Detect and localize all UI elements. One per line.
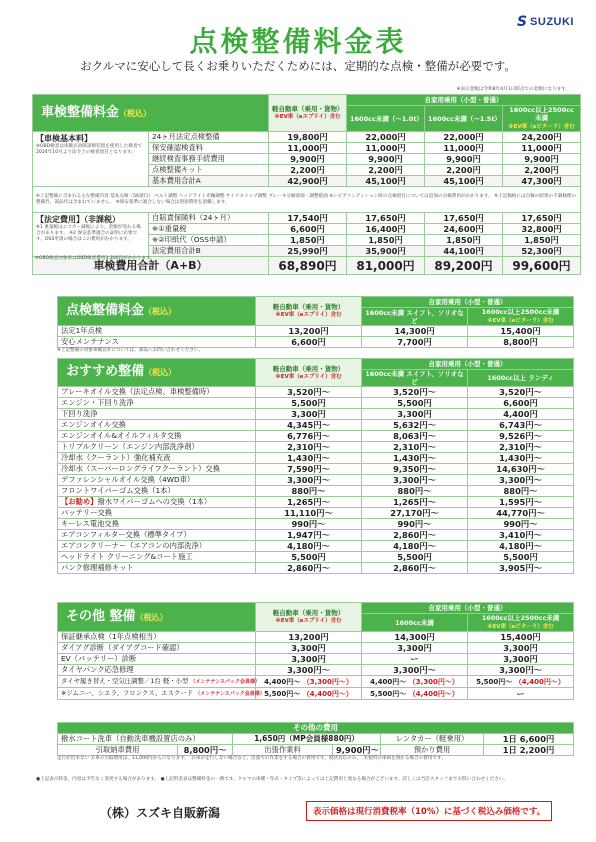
other-header: その他の費用 (58, 723, 574, 734)
osusume-section (57, 358, 573, 574)
page-subtitle: おクルマに安心して長くお乗りいただくためには、定期的な点検・整備が必要です。 (80, 59, 516, 73)
table-row: エンジン・下回り洗浄 5,500円 5,500円 6,600円 (58, 398, 574, 409)
table-row: 冷却水（クーラント）強化補充液 1,430円～ 1,430円～ 1,430円～ (58, 453, 574, 464)
tenken-table: 点検整備料金（税込） 軽自動車（乗用・貨物） ※EV車（eエブリイ）含む 自家用乗用（小型・普通） 1600cc未満 スイフト、ソリオなど 1600cc以上2500cc未満 ※EV車（eビターラ）含む 法定1年点検 13,200円 14,300円 15,400円 安心メンテナンス 6,600円 7,700円 8,800円 (57, 296, 574, 348)
table-row: ダイアグ診断（ダイアグコード確認） 3,300円 3,300円 3,300円 (58, 643, 574, 654)
table-row: 【お勧め】撥水ワイパーゴムへの交換（1本） 1,265円～ 1,265円～ 1,595円～ (58, 497, 574, 508)
page-title: 点検整備料金表 (189, 25, 407, 58)
table-row: エアコンフィルター交換（標準タイプ） 1,947円～ 2,860円～ 3,410円～ (58, 530, 574, 541)
table-row: 保証継承点検（1年点検相当） 13,200円 14,300円 15,400円 (58, 632, 574, 643)
date-note: ※表示金額は令和8年4月1日時点での金額になります。 (456, 87, 570, 92)
table-row: EV（バッテリー）診断 3,300円 ー 3,300円 (58, 654, 574, 665)
sonota-table: その他 整備（税込） 軽自動車（乗用・貨物） ※EV車（eエブリイ）含む 自家用乗用（小型・普通） 1600cc未満 1600cc以上2500cc未満 ※EV車（eビターラ）含む 保証継承点検（1年点検相当） 13,200円 14,300円 15,400円 ダイアグ診断（ダイアグコード確認） 3,300円 3,300円 3,300円 EV（バッテリー）診断 3,300円 ー 3,300円 タイヤパンク応急修理 3,300円～ 3,300円～ 3,300円～ タイヤ履き替え・空気圧調整／1台 軽・小型 （メンテナンスパック会員様） 4,400円～ （3,300円～） 4,400円～ （3,300円～） 5,500円～ （4,400円～） ※ジムニー、シエラ、フロンクス、エスクード （メンテナンスパック会員様） 5,500円～ （4,400円～） 5,500円～ （4,400円～） ー (57, 602, 574, 700)
table-row: フロントワイパーゴム交換（1本） 880円～ 880円～ 880円～ (58, 486, 574, 497)
footnote: ●上記表示料金、内容は予告なく変更する場合があります。 ●上記料金表は整備料金の一例です。クルマの車種・年式・タイプ等によっては上記費用と異なる場合がございます。詳しくは当店スタッフまでお問い合わせください。 (36, 777, 508, 782)
table-row: エアコンクリーナー（エアコンの内部洗浄） 4,180円～ 4,180円～ 4,180円～ (58, 541, 574, 552)
other-note: 走行が出来ない お車の引取費用は、11,000円からになります。 お車が走行しない場合など、出張での作業をする場合の費用です。現状対応のみ。 未使用の車両を預かる場合の費用です。 (57, 756, 446, 761)
tenken-section (57, 296, 573, 354)
sonota-section (57, 602, 573, 700)
logo-text: SUZUKI (530, 16, 574, 28)
table-row: 撥水コート洗車（自動洗車機設置店のみ） 1,650円（MP会員様880円） レンタカー（軽乗用） 1日 6,600円 (58, 734, 574, 745)
col-a: 1600cc未満（～1.0t） (347, 106, 425, 132)
table-row: デファレンシャルオイル交換（4WD車） 3,300円～ 3,300円～ 3,300円～ (58, 475, 574, 486)
tire-row: タイヤ履き替え・空気圧調整／1台 軽・小型 （メンテナンスパック会員様） 4,400円～ （3,300円～） 4,400円～ （3,300円～） 5,500円～ （4,400円～） (58, 676, 574, 688)
col-b: 1600cc未満（～1.5t） (425, 106, 503, 132)
tenken-header: 点検整備料金（税込） (58, 297, 256, 326)
table-row: ブレーキオイル交換（法定点検、車検整備時） 3,520円～ 3,520円～ 3,520円～ (58, 387, 574, 398)
shaken-total-label: ※OBD検査対象車はOBD検査費用3,300円がかかります。 車検費用合計（A+B） (33, 257, 269, 275)
table-row: キーレス電池交換 990円～ 990円～ 990円～ (58, 519, 574, 530)
table-row: エンジンオイル交換 4,345円～ 5,632円～ 6,743円～ (58, 420, 574, 431)
col-c: 1600cc以上2500cc未満 ※EV車（eビターラ）含む (503, 106, 581, 132)
table-row: トリプルクリーン（エンジン内部洗浄剤） 2,310円～ 2,310円～ 2,310円～ (58, 442, 574, 453)
suzuki-s-icon: S (516, 14, 528, 30)
table-row: 引取納車費用 8,800円～ 出張作業料 9,900円～ 預かり費用 1日 2,200円 (58, 745, 574, 756)
kit-note: ※上記整備に含まれる主な整備内容 基本点検（56項目） ベルト調整 ヘッドライト光軸調整 サイドスリップ調整 ブレーキ分解清掃・調整給油 ※シビアコンディション時の点検項目については追加の点検費用がかかります。 ※上記価格には点検の結果の不調修理の整備代、部品代は含まれていません。 ※保安基準に適合しない場合は別途費用を頂戴します。 (33, 187, 581, 213)
table-row: パンク修理補修キット 2,860円～ 2,860円～ 3,905円～ (58, 563, 574, 574)
table-row: 下回り洗浄 3,300円 3,300円 4,400円 (58, 409, 574, 420)
shaken-section (32, 94, 580, 275)
other-table (57, 722, 574, 756)
shaken-header: 車検整備料金（税込） (33, 95, 269, 132)
legal-label-cell: 【法定費用】（非課税） ※1 重量税はエコカー減税により、金額が変わる場合があります。 ※2 保安基準適合の証明に必要です。OSS申請の場合はこの費用がかかります。 (33, 213, 149, 257)
tenken-note: ※上記整備の対象車種以外については、部品へお問い合わせください。 (57, 348, 204, 353)
shaken-total-kei: 68,890円 (269, 257, 347, 275)
other-section (57, 722, 573, 762)
tax-notice: 表示価格は現行消費税率（10%）に基づく税込み価格です。 (306, 801, 552, 821)
col-kei: 軽自動車（乗用・貨物） ※EV車（eエブリイ）含む (269, 95, 347, 132)
tire-row-2: ※ジムニー、シエラ、フロンクス、エスクード （メンテナンスパック会員様） 5,500円～ （4,400円～） 5,500円～ （4,400円～） ー (58, 688, 574, 700)
table-row: バッテリー交換 11,110円～ 27,170円～ 44,770円～ (58, 508, 574, 519)
table-row: ヘッドライト クリーニング&コート施工 5,500円 5,500円 5,500円 (58, 552, 574, 563)
basic-label-cell: 【車検基本料】 ※OBD検査は車載式故障診断装置を使用した検査で2024年10月より法令上の検査項目となります。 (33, 132, 149, 187)
table-row: タイヤパンク応急修理 3,300円～ 3,300円～ 3,300円～ (58, 665, 574, 676)
table-row: エンジンオイル&オイルフィルタ交換 6,776円～ 8,063円～ 9,526円～ (58, 431, 574, 442)
row-label: 24ヶ月法定点検整備 (149, 132, 269, 143)
col-group: 自家用乗用（小型・普通） (347, 95, 581, 106)
table-row: 法定1年点検 13,200円 14,300円 15,400円 (58, 326, 574, 337)
company-name: （株）スズキ自販新潟 (100, 806, 221, 820)
osusume-header: おすすめ整備（税込） (58, 359, 256, 387)
table-row: 冷却水（スーパーロングライフクーラント）交換 7,590円～ 9,350円～ 14,630円～ (58, 464, 574, 475)
osusume-table: おすすめ整備（税込） 軽自動車（乗用・貨物） ※EV車（eエブリイ）含む 自家用乗用（小型・普通） 1600cc未満 スイフト、ソリオなど 1600cc以上 ランディ ブレーキオイル交換（法定点検、車検整備時） 3,520円～ 3,520円～ 3,520円～ エンジン・下回り洗浄 5,500円 5,500円 6,600円 下回り洗浄 3,300円 3,300円 4,400円 エンジンオイル交換 4,345円～ 5,632円～ 6,743円～ エンジンオイル&オイルフィルタ交換 6,776円～ 8,063円～ 9,526円～ トリプルクリーン（エンジン内部洗浄剤） 2,310円～ 2,310円～ 2,310円～ 冷却水（クーラント）強化補充液 1,430円～ 1,430円～ 1,430円～ 冷却水（スーパーロングライフクーラント）交換 7,590円～ 9,350円～ 14,630円～ デファレンシャルオイル交換（4WD車） 3,300円～ 3,300円～ 3,300円～ フロントワイパーゴム交換（1本） 880円～ 880円～ 880円～ 【お勧め】撥水ワイパーゴムへの交換（1本） 1,265円～ 1,265円～ 1,595円～ バッテリー交換 11,110円～ 27,170円～ 44,770円～ キーレス電池交換 990円～ 990円～ 990円～ エアコンフィルター交換（標準タイプ） 1,947円～ 2,860円～ 3,410円～ エアコンクリーナー（エアコンの内部洗浄） 4,180円～ 4,180円～ 4,180円～ ヘッドライト クリーニング&コート施工 5,500円 5,500円 5,500円 パンク修理補修キット 2,860円～ 2,860円～ 3,905円～ (57, 358, 574, 574)
sonota-header: その他 整備（税込） (58, 603, 256, 632)
shaken-table: 車検整備料金（税込） 軽自動車（乗用・貨物） ※EV車（eエブリイ）含む 自家用乗用（小型・普通） 1600cc未満（～1.0t） 1600cc未満（～1.5t） 1600cc以上2500cc未満 ※EV車（eビターラ）含む 【車検基本料】 ※OBD検査は車載式故障診断装置を使用した検査で2024年10月より法令上の検査項目となります。 24ヶ月法定点検整備 19,800円 22,000円 22,000円 24,200円 保安確認検査料 11,000円 11,000円 11,000円 11,000円 継続検査事務手続費用 9,900円 9,900円 9,900円 9,900円 点検整備キット 2,200円 2,200円 2,200円 2,200円 基本費用合計A 42,900円 45,100円 45,100円 47,300円 ※上記整備に含まれる主な整備内容 基本点検（56項目） ベルト調整 ヘッドライト光軸調整 サイドスリップ調整 ブレーキ分解清掃・調整給油 ※シビアコンディション時の点検項目については追加の点検費用がかかります。 ※上記価格には点検の結果の不調修理の整備代、部品代は含まれていません。 ※保安基準に適合しない場合は別途費用を頂戴します。 【法定費用】（非課税） ※1 重量税はエコカー減税により、金額が変わる場合があります。 ※2 保安基準適合の証明に必要です。OSS申請の場合はこの費用がかかります。 自賠責保険料（24ヶ月） 17,540円 17,650円 17,650円 17,650円 ※①重量税 6,600円 16,400円 24,600円 32,800円 ※②印紙代（OSS申請） 1,850円 1,850円 1,850円 1,850円 法定費用合計B 25,990円 35,900円 44,100円 52,300円 ※OBD検査対象車はOBD検査費用3,300円がかかります。 車検費用合計（A+B） 68,890円 81,000円 89,200円 99,600円 (32, 94, 581, 275)
table-row: 安心メンテナンス 6,600円 7,700円 8,800円 (58, 337, 574, 348)
